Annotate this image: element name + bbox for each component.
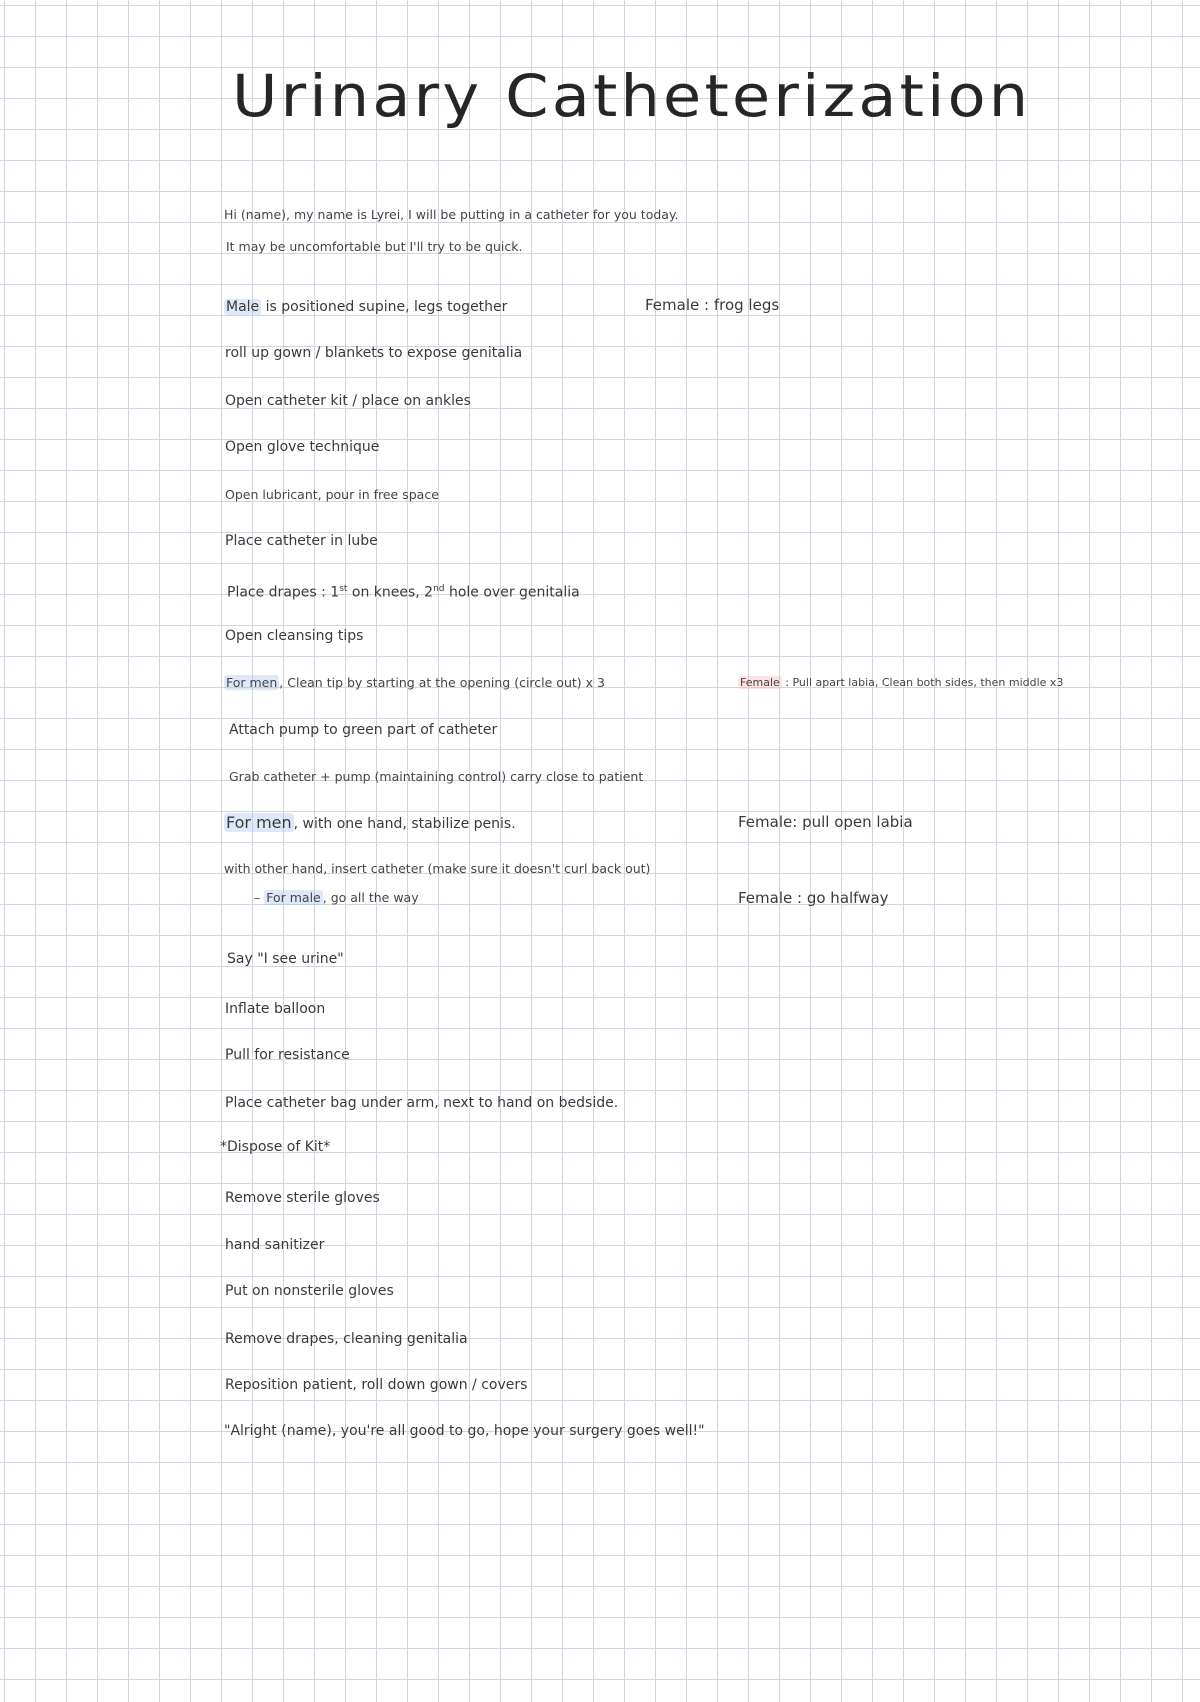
step-remove-sterile-gloves: Remove sterile gloves bbox=[225, 1190, 380, 1206]
step-cleanse-female bbox=[738, 674, 1063, 692]
step-inflate-balloon: Inflate balloon bbox=[225, 1001, 326, 1017]
male-label: Male bbox=[226, 299, 260, 315]
step-nonsterile-gloves: Put on nonsterile gloves bbox=[225, 1283, 394, 1299]
positioning-female-text: : frog legs bbox=[699, 296, 780, 314]
stabilize-male-label: For men bbox=[226, 813, 292, 832]
step-grab-catheter: Grab catheter + pump (maintaining control) carry close to patient bbox=[229, 769, 644, 784]
cleanse-female-text: : Pull apart labia, Clean both sides, then middle x3 bbox=[781, 676, 1064, 689]
stabilize-male-text: , with one hand, stabilize penis. bbox=[293, 816, 516, 832]
step-open-kit: Open catheter kit / place on ankles bbox=[225, 393, 471, 409]
page-title: Urinary Catheterization bbox=[232, 62, 1032, 130]
step-remove-drapes: Remove drapes, cleaning genitalia bbox=[225, 1331, 468, 1347]
cleanse-female-label: Female bbox=[740, 676, 780, 689]
step-reposition-patient: Reposition patient, roll down gown / covers bbox=[225, 1377, 528, 1393]
step-roll-up: roll up gown / blankets to expose genitalia bbox=[225, 345, 523, 361]
drapes-text-1: Place drapes : 1 bbox=[227, 584, 340, 601]
step-closing-statement: "Alright (name), you're all good to go, hope your surgery goes well!" bbox=[224, 1423, 705, 1439]
step-place-catheter: Place catheter in lube bbox=[225, 533, 378, 549]
insert-male-prefix: – bbox=[254, 890, 265, 905]
intro-line-1: Hi (name), my name is Lyrei, I will be putting in a catheter for you today. bbox=[224, 207, 679, 222]
step-positioning-female bbox=[645, 296, 779, 314]
step-see-urine: Say "I see urine" bbox=[227, 951, 344, 967]
drapes-sup-2: nd bbox=[433, 584, 445, 594]
step-open-glove: Open glove technique bbox=[225, 439, 380, 455]
female-label: Female bbox=[645, 296, 700, 314]
stabilize-female-text: : pull open labia bbox=[792, 813, 913, 831]
step-drapes bbox=[227, 580, 580, 602]
step-cleanse-male bbox=[224, 674, 605, 692]
step-insert-female bbox=[738, 889, 889, 907]
stabilize-female-label: Female bbox=[738, 813, 793, 831]
step-stabilize-female bbox=[738, 813, 913, 831]
positioning-male-text: is positioned supine, legs together bbox=[261, 299, 508, 315]
insert-female-label: Female bbox=[738, 889, 793, 907]
step-pull-resistance: Pull for resistance bbox=[225, 1047, 350, 1063]
cleanse-male-label: For men bbox=[226, 675, 278, 690]
step-cleansing-tips: Open cleansing tips bbox=[225, 628, 364, 644]
drapes-text-3: hole over genitalia bbox=[444, 584, 580, 601]
intro-line-2: It may be uncomfortable but I'll try to be quick. bbox=[226, 239, 523, 254]
insert-male-label: For male bbox=[266, 890, 321, 905]
step-insert-male bbox=[254, 889, 419, 907]
step-hand-sanitizer: hand sanitizer bbox=[225, 1237, 325, 1253]
insert-female-text: : go halfway bbox=[792, 889, 889, 907]
drapes-text-2: on knees, 2 bbox=[347, 584, 434, 601]
step-place-bag: Place catheter bag under arm, next to hand on bedside. bbox=[225, 1095, 619, 1111]
step-positioning-male bbox=[224, 298, 507, 316]
step-attach-pump: Attach pump to green part of catheter bbox=[229, 722, 498, 738]
step-dispose-kit: *Dispose of Kit* bbox=[220, 1139, 331, 1155]
step-stabilize-male bbox=[224, 814, 516, 833]
insert-male-text: , go all the way bbox=[322, 890, 419, 905]
step-insert: with other hand, insert catheter (make sure it doesn't curl back out) bbox=[224, 861, 651, 876]
drapes-sup-1: st bbox=[339, 584, 348, 594]
cleanse-male-text: , Clean tip by starting at the opening (circle out) x 3 bbox=[279, 675, 605, 690]
step-lubricant: Open lubricant, pour in free space bbox=[225, 487, 439, 502]
